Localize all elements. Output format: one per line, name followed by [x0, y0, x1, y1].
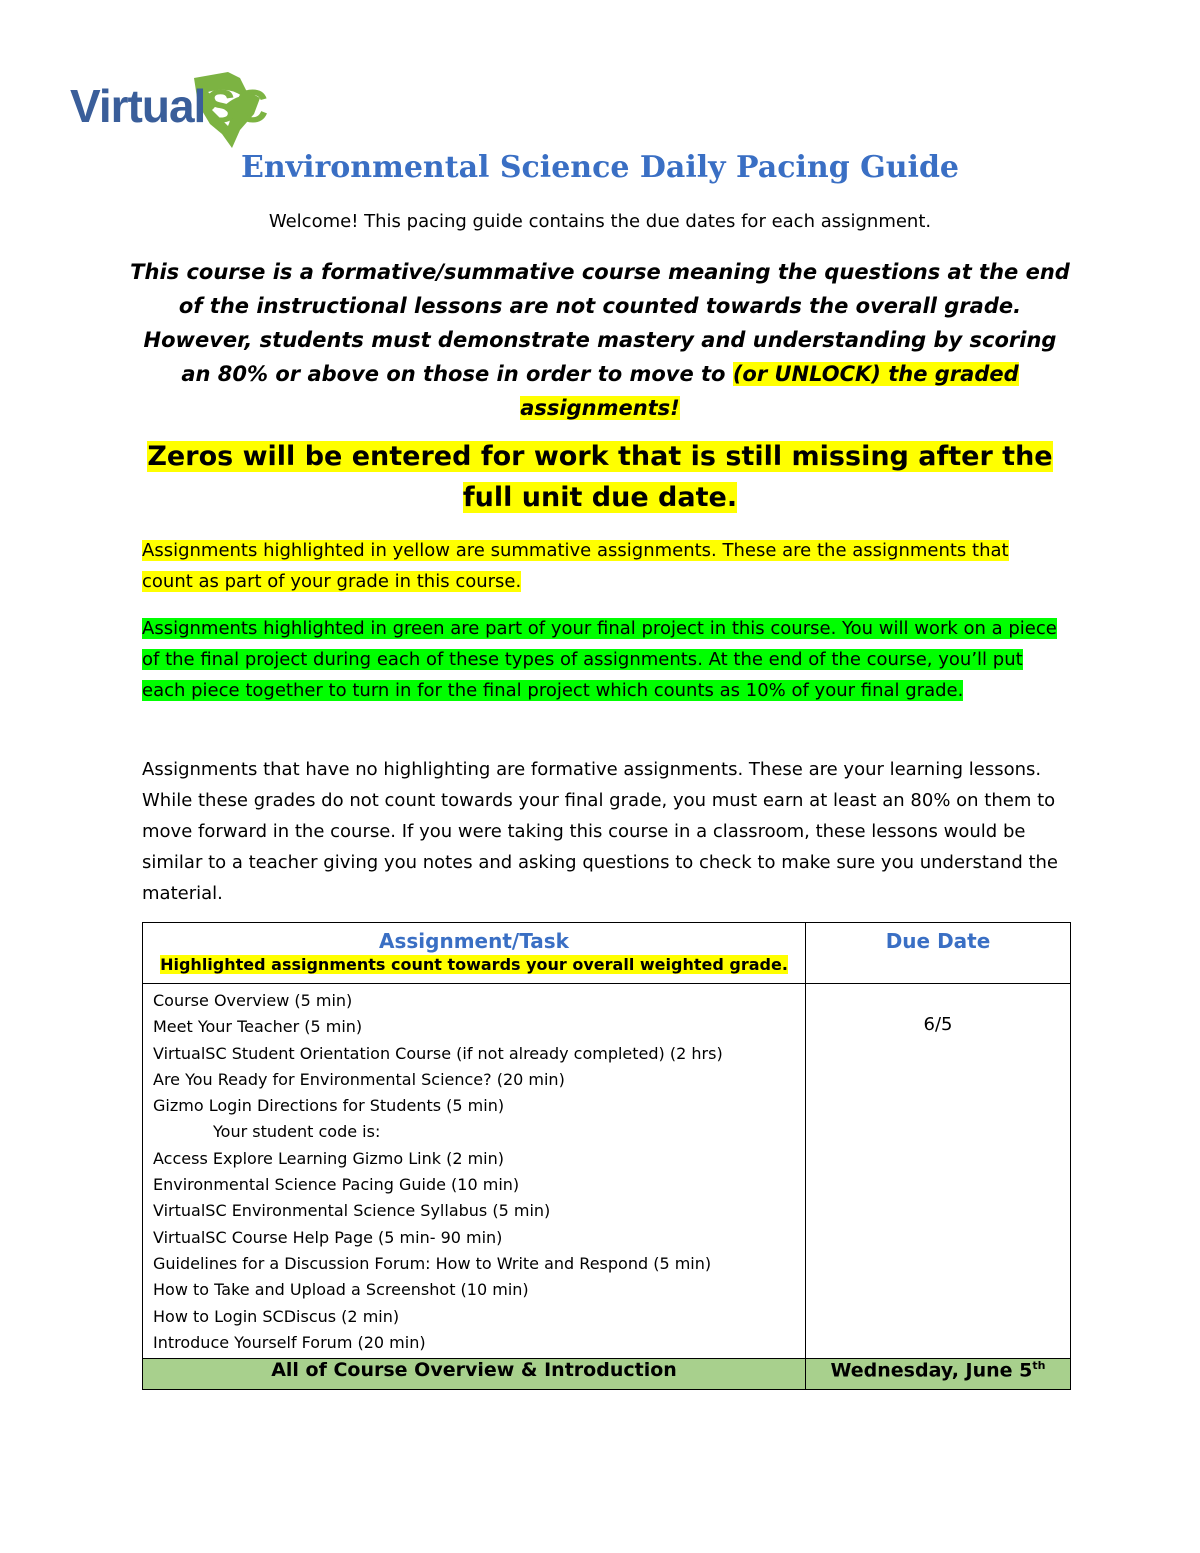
summary-due-suffix: th — [1032, 1359, 1046, 1373]
table-header-row — [143, 923, 1071, 984]
list-item: Are You Ready for Environmental Science? (20 min) — [153, 1069, 565, 1089]
zeros-notice-text: Zeros will be entered for work that is still missing after the full unit due date. — [147, 441, 1053, 513]
logo-text-virtual: Virtual — [70, 80, 206, 132]
zeros-notice — [130, 436, 1070, 518]
formative-notice-highlight: (or UNLOCK) the graded assignments! — [520, 362, 1019, 420]
header-task-cell — [143, 923, 806, 984]
yellow-highlight-note — [142, 535, 1062, 597]
list-item: How to Login SCDiscus (2 min) — [153, 1306, 400, 1326]
list-item: Guidelines for a Discussion Forum: How to Write and Respond (5 min) — [153, 1253, 712, 1273]
pacing-table — [142, 922, 1071, 1390]
yellow-highlight-note-text: Assignments highlighted in yellow are summative assignments. These are the assignments that count as part of your grade in this course. — [142, 540, 1009, 592]
formative-notice — [130, 255, 1070, 425]
green-highlight-note-text: Assignments highlighted in green are part of your final project in this course. You will work on a piece of the final project during each of these types of assignments. At the end of the course, you’ll put each piece together to turn in for the final project which counts as 10% of your final grade. — [142, 618, 1057, 701]
green-highlight-note — [142, 613, 1062, 706]
list-item: Course Overview (5 min) — [153, 991, 353, 1010]
list-item: How to Take and Upload a Screenshot (10 min) — [153, 1280, 529, 1300]
page-title: Environmental Science Daily Pacing Guide — [240, 150, 960, 185]
formative-assignments-note: Assignments that have no highlighting are formative assignments. These are your learning lessons. While these grades do not count towards your final grade, you must earn at least an 80% on them to move forward in the course. If you were taking this course in a classroom, these lessons would be similar to a teacher giving you notes and asking questions to check to make sure you understand the material. — [142, 759, 1059, 904]
logo-text-sc: SC — [205, 80, 268, 132]
list-item: VirtualSC Course Help Page (5 min- 90 min) — [153, 1227, 503, 1247]
assignment-list-cell — [143, 984, 806, 1359]
header-task-label: Assignment/Task — [379, 929, 569, 953]
summary-due-date: Wednesday, June 5 — [830, 1359, 1033, 1382]
logo-wordmark — [70, 76, 267, 136]
list-item: Access Explore Learning Gizmo Link (2 min) — [153, 1148, 505, 1168]
list-item: Introduce Yourself Forum (20 min) — [153, 1332, 426, 1352]
list-item: Meet Your Teacher (5 min) — [153, 1017, 363, 1037]
list-item: Gizmo Login Directions for Students (5 min) — [153, 1096, 505, 1116]
summary-row — [143, 1359, 1071, 1390]
header-task-sublabel: Highlighted assignments count towards your overall weighted grade. — [160, 955, 788, 974]
summary-due-cell — [806, 1359, 1071, 1390]
table-row — [143, 984, 1071, 1359]
list-item: Environmental Science Pacing Guide (10 min) — [153, 1175, 520, 1195]
list-item: VirtualSC Student Orientation Course (if not already completed) (2 hrs) — [153, 1043, 723, 1063]
header-due-date: Due Date — [806, 923, 1071, 984]
list-item: Your student code is: — [213, 1122, 381, 1142]
formative-notice-text: This course is a formative/summative course meaning the questions at the end of the instructional lessons are not counted towards the overall grade. However, students must demonstrate mastery and understanding by scoring an 80% or above on those in order to move to — [130, 260, 1070, 386]
due-date-cell: 6/5 — [806, 984, 1071, 1359]
list-item: VirtualSC Environmental Science Syllabus (5 min) — [153, 1201, 551, 1221]
welcome-text: Welcome! This pacing guide contains the due dates for each assignment. — [268, 211, 932, 232]
summary-label: All of Course Overview & Introduction — [143, 1359, 806, 1390]
virtualsc-logo — [68, 68, 268, 152]
